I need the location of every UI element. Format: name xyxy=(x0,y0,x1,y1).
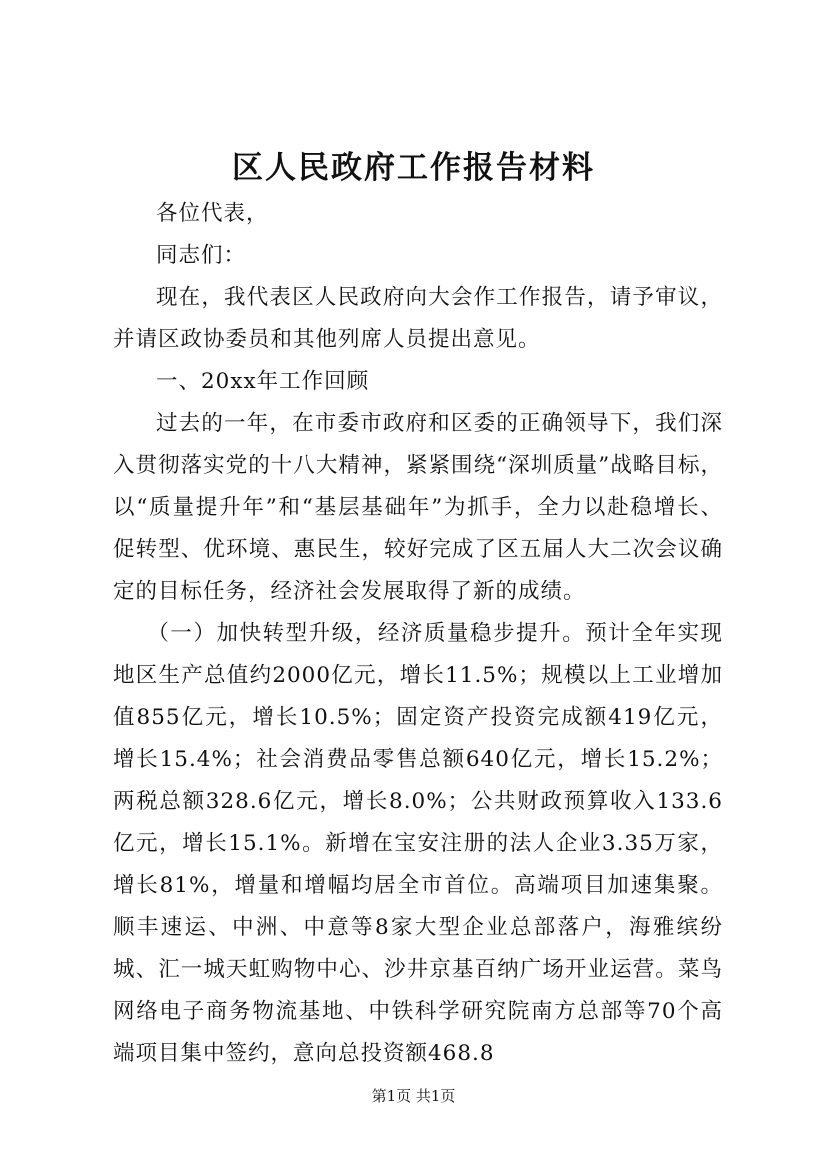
page-footer: 第1页 共1页 xyxy=(371,1087,456,1105)
document-title: 区人民政府工作报告材料 xyxy=(232,150,595,186)
salutation-comrades: 同志们： xyxy=(156,243,247,268)
review-paragraph: 过去的一年，在市委市政府和区委的正确领导下，我们深入贯彻落实党的十八大精神，紧紧围绕“深圳质量”战略目标，以“质量提升年”和“基层基础年”为抓手，全力以赴稳增长、促转型、优环境、惠民生，较好完成了区五届人大二次会议确定的目标任务，经济社会发展取得了新的成绩。 xyxy=(113,411,723,604)
economy-paragraph: （一）加快转型升级，经济质量稳步提升。预计全年实现地区生产总值约2000亿元，增长11.5%；规模以上工业增加值855亿元，增长10.5%；固定资产投资完成额419亿元，增长15.4%；社会消费品零售总额640亿元，增长15.2%；两税总额328.6亿元，增长8.0%；公共财政预算收入133.6亿元，增长15.1%。新增在宝安注册的法人企业3.35万家，增长81%，增量和增幅均居全市首位。高端项目加速集聚。顺丰速运、中洲、中意等8家大型企业总部落户，海雅缤纷城、汇一城天虹购物中心、沙井京基百纳广场开业运营。菜鸟网络电子商务物流基地、中铁科学研究院南方总部等70个高端项目集中签约，意向总投资额468.8 xyxy=(113,621,723,1066)
document-body xyxy=(113,193,723,1075)
salutation-delegates: 各位代表， xyxy=(156,201,269,226)
opening-paragraph: 现在，我代表区人民政府向大会作工作报告，请予审议，并请区政协委员和其他列席人员提出意见。 xyxy=(113,285,723,352)
section-heading-review: 一、20xx年工作回顾 xyxy=(156,369,370,394)
